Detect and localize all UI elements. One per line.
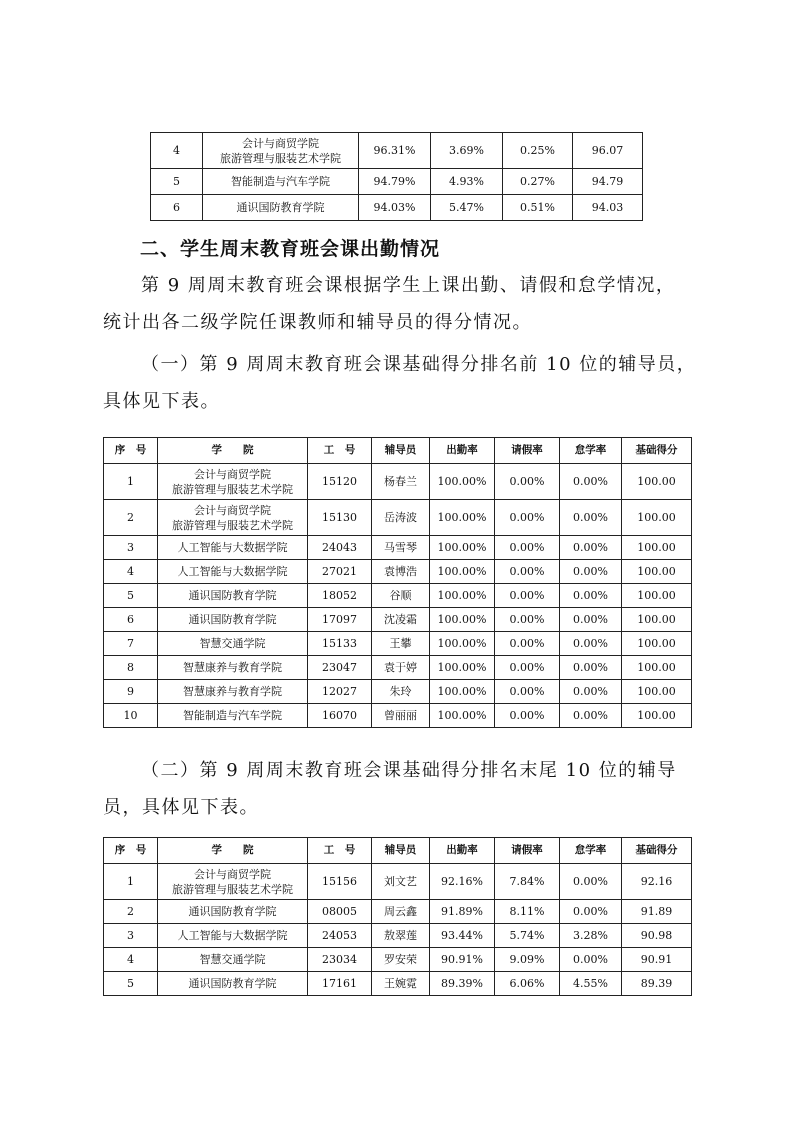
table-row — [104, 464, 692, 500]
college-cell — [158, 972, 308, 996]
counselor-cell: 杨春兰 — [372, 464, 430, 500]
counselor-cell: 岳涛波 — [372, 500, 430, 536]
college-line-1: 通识国防教育学院 — [188, 905, 277, 918]
subsection-2-paragraph — [103, 752, 703, 826]
leave-cell: 0.00% — [495, 656, 560, 680]
header-truancy: 怠学率 — [560, 838, 622, 864]
truancy-cell: 0.00% — [560, 500, 622, 536]
no-cell: 2 — [104, 900, 158, 924]
college-cell — [158, 900, 308, 924]
college-line-1: 通识国防教育学院 — [188, 589, 277, 602]
attendance-cell: 100.00% — [430, 500, 495, 536]
college-line-1: 智慧康养与教育学院 — [183, 661, 282, 674]
table-row — [104, 536, 692, 560]
table-row — [104, 704, 692, 728]
attendance-cell: 100.00% — [430, 680, 495, 704]
college-cell — [158, 704, 308, 728]
subsection-1-line-1: （一）第 9 周周末教育班会课基础得分排名前 10 位的辅导员， — [141, 354, 697, 375]
no-cell: 6 — [104, 608, 158, 632]
no-cell: 1 — [104, 864, 158, 900]
header-no: 序 号 — [104, 838, 158, 864]
counselor-cell: 罗安荣 — [372, 948, 430, 972]
score-cell: 89.39 — [622, 972, 692, 996]
subsection-2-line-1: （二）第 9 周周末教育班会课基础得分排名末尾 10 位的辅导 — [141, 760, 677, 781]
no-cell: 4 — [104, 948, 158, 972]
leave-cell: 7.84% — [495, 864, 560, 900]
score-cell: 100.00 — [622, 560, 692, 584]
intro-paragraph — [103, 267, 703, 341]
no-cell: 2 — [104, 500, 158, 536]
id-cell: 23034 — [308, 948, 372, 972]
counselor-cell: 王攀 — [372, 632, 430, 656]
attendance-cell: 92.16% — [430, 864, 495, 900]
header-no: 序 号 — [104, 438, 158, 464]
college-cell — [158, 584, 308, 608]
no-cell: 4 — [151, 133, 203, 169]
leave-cell: 0.00% — [495, 464, 560, 500]
attendance-cell: 100.00% — [430, 632, 495, 656]
id-cell: 17097 — [308, 608, 372, 632]
college-score-table-body — [151, 133, 643, 221]
header-score: 基础得分 — [622, 438, 692, 464]
score-cell: 100.00 — [622, 656, 692, 680]
table-row — [104, 584, 692, 608]
no-cell: 5 — [151, 169, 203, 195]
counselor-cell: 谷顺 — [372, 584, 430, 608]
counselor-cell: 王婉霓 — [372, 972, 430, 996]
truancy-cell: 0.00% — [560, 464, 622, 500]
college-line-1: 人工智能与大数据学院 — [177, 929, 288, 942]
counselor-cell: 曾丽丽 — [372, 704, 430, 728]
college-line-1: 通识国防教育学院 — [188, 613, 277, 626]
table-row — [104, 900, 692, 924]
table-row — [151, 169, 643, 195]
leave-cell: 6.06% — [495, 972, 560, 996]
college-score-table-continued — [150, 132, 643, 221]
score-cell: 90.91 — [622, 948, 692, 972]
id-cell: 15133 — [308, 632, 372, 656]
header-attendance: 出勤率 — [430, 838, 495, 864]
truancy-cell: 4.55% — [560, 972, 622, 996]
id-cell: 24053 — [308, 924, 372, 948]
attendance-cell: 89.39% — [430, 972, 495, 996]
college-line-1: 智慧交通学院 — [199, 953, 266, 966]
no-cell: 3 — [104, 924, 158, 948]
leave-cell: 0.00% — [495, 536, 560, 560]
id-cell: 17161 — [308, 972, 372, 996]
header-counselor: 辅导员 — [372, 838, 430, 864]
attendance-cell: 100.00% — [430, 536, 495, 560]
counselor-cell: 刘文艺 — [372, 864, 430, 900]
intro-line-1: 第 9 周周末教育班会课根据学生上课出勤、请假和怠学情况， — [141, 275, 676, 296]
leave-cell: 5.47% — [431, 195, 503, 221]
college-cell — [158, 656, 308, 680]
header-college: 学 院 — [158, 838, 308, 864]
counselor-cell: 朱玲 — [372, 680, 430, 704]
bottom10-table-body — [104, 864, 692, 996]
no-cell: 8 — [104, 656, 158, 680]
id-cell: 08005 — [308, 900, 372, 924]
college-line-1: 通识国防教育学院 — [236, 201, 325, 214]
section-heading: 二、学生周末教育班会课出勤情况 — [140, 238, 441, 260]
table-row — [104, 680, 692, 704]
bottom10-counselor-table — [103, 837, 692, 996]
leave-cell: 9.09% — [495, 948, 560, 972]
id-cell: 15156 — [308, 864, 372, 900]
header-college: 学 院 — [158, 438, 308, 464]
no-cell: 6 — [151, 195, 203, 221]
no-cell: 5 — [104, 972, 158, 996]
college-line-2: 旅游管理与服装艺术学院 — [172, 482, 293, 496]
leave-cell: 0.00% — [495, 704, 560, 728]
score-cell: 100.00 — [622, 536, 692, 560]
college-cell — [158, 464, 308, 500]
college-line-2: 旅游管理与服装艺术学院 — [172, 882, 293, 896]
truancy-cell: 0.00% — [560, 704, 622, 728]
attendance-cell: 100.00% — [430, 704, 495, 728]
leave-cell: 0.00% — [495, 680, 560, 704]
attendance-cell: 91.89% — [430, 900, 495, 924]
score-cell: 100.00 — [622, 632, 692, 656]
header-id: 工 号 — [308, 838, 372, 864]
truancy-cell: 0.00% — [560, 584, 622, 608]
header-leave: 请假率 — [495, 438, 560, 464]
intro-line-2: 统计出各二级学院任课教师和辅导员的得分情况。 — [103, 312, 532, 333]
leave-cell: 0.00% — [495, 608, 560, 632]
truancy-cell: 0.00% — [560, 536, 622, 560]
college-cell — [158, 536, 308, 560]
no-cell: 5 — [104, 584, 158, 608]
score-cell: 100.00 — [622, 500, 692, 536]
truancy-cell: 0.00% — [560, 560, 622, 584]
table-row — [104, 560, 692, 584]
leave-cell: 4.93% — [431, 169, 503, 195]
truancy-cell: 0.51% — [503, 195, 573, 221]
header-attendance: 出勤率 — [430, 438, 495, 464]
no-cell: 10 — [104, 704, 158, 728]
college-cell — [158, 924, 308, 948]
counselor-cell: 马雪琴 — [372, 536, 430, 560]
score-cell: 100.00 — [622, 680, 692, 704]
score-cell: 100.00 — [622, 584, 692, 608]
truancy-cell: 3.28% — [560, 924, 622, 948]
score-cell: 100.00 — [622, 464, 692, 500]
college-line-1: 会计与商贸学院 — [194, 867, 271, 881]
score-cell: 92.16 — [622, 864, 692, 900]
top10-counselor-table — [103, 437, 692, 728]
id-cell: 12027 — [308, 680, 372, 704]
score-cell: 94.79 — [573, 169, 643, 195]
table-row — [104, 608, 692, 632]
leave-cell: 0.00% — [495, 632, 560, 656]
college-line-1: 智能制造与汽车学院 — [183, 709, 282, 722]
attendance-cell: 100.00% — [430, 464, 495, 500]
college-line-1: 会计与商贸学院 — [194, 503, 271, 517]
score-cell: 100.00 — [622, 608, 692, 632]
table-row — [104, 948, 692, 972]
leave-cell: 8.11% — [495, 900, 560, 924]
header-id: 工 号 — [308, 438, 372, 464]
truancy-cell: 0.00% — [560, 632, 622, 656]
truancy-cell: 0.00% — [560, 900, 622, 924]
table-row — [104, 924, 692, 948]
id-cell: 27021 — [308, 560, 372, 584]
college-cell — [203, 195, 359, 221]
college-cell — [158, 948, 308, 972]
truancy-cell: 0.27% — [503, 169, 573, 195]
college-line-1: 通识国防教育学院 — [188, 977, 277, 990]
attendance-cell: 94.79% — [359, 169, 431, 195]
id-cell: 15130 — [308, 500, 372, 536]
counselor-cell: 敖翠莲 — [372, 924, 430, 948]
id-cell: 18052 — [308, 584, 372, 608]
college-line-1: 人工智能与大数据学院 — [177, 541, 288, 554]
table-row — [104, 632, 692, 656]
leave-cell: 3.69% — [431, 133, 503, 169]
college-cell — [158, 608, 308, 632]
leave-cell: 0.00% — [495, 500, 560, 536]
counselor-cell: 周云鑫 — [372, 900, 430, 924]
header-truancy: 怠学率 — [560, 438, 622, 464]
header-score: 基础得分 — [622, 838, 692, 864]
leave-cell: 5.74% — [495, 924, 560, 948]
id-cell: 15120 — [308, 464, 372, 500]
subsection-1-paragraph — [103, 346, 703, 420]
table-header-row — [104, 838, 692, 864]
no-cell: 3 — [104, 536, 158, 560]
header-counselor: 辅导员 — [372, 438, 430, 464]
college-cell — [158, 680, 308, 704]
table-row — [104, 500, 692, 536]
attendance-cell: 90.91% — [430, 948, 495, 972]
truancy-cell: 0.00% — [560, 864, 622, 900]
counselor-cell: 沈凌霜 — [372, 608, 430, 632]
subsection-2-line-2: 员，具体见下表。 — [103, 797, 259, 818]
score-cell: 100.00 — [622, 704, 692, 728]
college-line-2: 旅游管理与服装艺术学院 — [220, 151, 341, 165]
no-cell: 4 — [104, 560, 158, 584]
college-line-1: 智慧交通学院 — [199, 637, 266, 650]
truancy-cell: 0.00% — [560, 608, 622, 632]
college-cell — [158, 560, 308, 584]
attendance-cell: 100.00% — [430, 608, 495, 632]
leave-cell: 0.00% — [495, 560, 560, 584]
id-cell: 16070 — [308, 704, 372, 728]
college-cell — [203, 169, 359, 195]
college-line-2: 旅游管理与服装艺术学院 — [172, 518, 293, 532]
college-line-1: 会计与商贸学院 — [194, 467, 271, 481]
header-leave: 请假率 — [495, 838, 560, 864]
attendance-cell: 96.31% — [359, 133, 431, 169]
score-cell: 96.07 — [573, 133, 643, 169]
table-header-row — [104, 438, 692, 464]
college-line-1: 智能制造与汽车学院 — [231, 175, 330, 188]
college-cell — [158, 500, 308, 536]
college-cell — [203, 133, 359, 169]
attendance-cell: 94.03% — [359, 195, 431, 221]
truancy-cell: 0.00% — [560, 656, 622, 680]
id-cell: 24043 — [308, 536, 372, 560]
top10-table-body — [104, 464, 692, 728]
no-cell: 1 — [104, 464, 158, 500]
score-cell: 94.03 — [573, 195, 643, 221]
table-row — [151, 133, 643, 169]
college-line-1: 会计与商贸学院 — [242, 136, 319, 150]
counselor-cell: 袁博浩 — [372, 560, 430, 584]
counselor-cell: 袁于婷 — [372, 656, 430, 680]
attendance-cell: 93.44% — [430, 924, 495, 948]
id-cell: 23047 — [308, 656, 372, 680]
attendance-cell: 100.00% — [430, 656, 495, 680]
college-cell — [158, 864, 308, 900]
attendance-cell: 100.00% — [430, 560, 495, 584]
truancy-cell: 0.00% — [560, 948, 622, 972]
table-row — [151, 195, 643, 221]
truancy-cell: 0.00% — [560, 680, 622, 704]
college-cell — [158, 632, 308, 656]
no-cell: 7 — [104, 632, 158, 656]
score-cell: 90.98 — [622, 924, 692, 948]
subsection-1-line-2: 具体见下表。 — [103, 391, 220, 412]
table-row — [104, 656, 692, 680]
attendance-cell: 100.00% — [430, 584, 495, 608]
no-cell: 9 — [104, 680, 158, 704]
college-line-1: 智慧康养与教育学院 — [183, 685, 282, 698]
leave-cell: 0.00% — [495, 584, 560, 608]
college-line-1: 人工智能与大数据学院 — [177, 565, 288, 578]
table-row — [104, 864, 692, 900]
table-row — [104, 972, 692, 996]
score-cell: 91.89 — [622, 900, 692, 924]
truancy-cell: 0.25% — [503, 133, 573, 169]
